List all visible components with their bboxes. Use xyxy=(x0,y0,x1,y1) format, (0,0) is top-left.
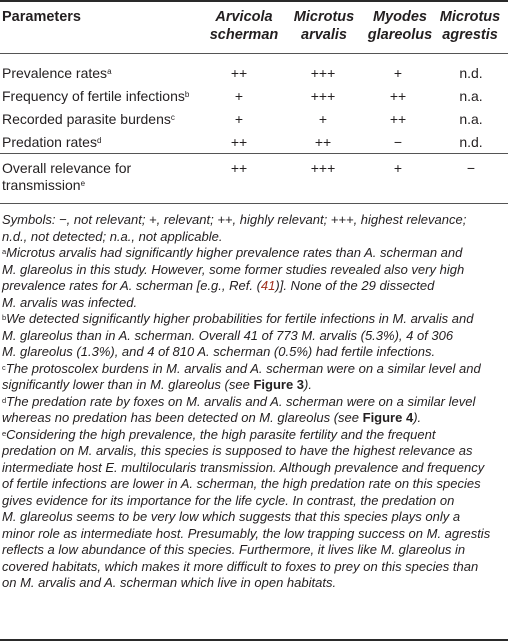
cell: + xyxy=(234,88,244,104)
header-col2-line2: arvalis xyxy=(301,27,347,43)
footnote-d: $^d$The predation rate by foxes on M. arvalis and A. scherman were on a similar level whereas no predation has been detected on M. glareolus (see Figure 4). xyxy=(2,393,476,425)
cell: + xyxy=(393,160,403,176)
cell: +++ xyxy=(310,88,336,104)
cell: n.a. xyxy=(459,88,483,104)
footnote-symbols: Symbols: −, not relevant; +, relevant; ++, highly relevant; +++, highest relevance; n.d., not detected; n.a., not applicable. xyxy=(2,212,467,244)
cell: + xyxy=(393,65,403,81)
cell: +++ xyxy=(310,65,336,81)
header-divider xyxy=(0,53,508,54)
cell: ++ xyxy=(230,134,248,150)
cell: ++ xyxy=(389,88,407,104)
header-col3-line1: Myodes xyxy=(373,9,427,25)
header-myodes-glareolus xyxy=(362,8,438,44)
header-col4-line1: Microtus xyxy=(439,9,501,25)
header-col1-line1: Arvicola xyxy=(215,9,273,25)
top-border xyxy=(0,0,508,2)
header-col1-line2: scherman xyxy=(209,27,279,43)
cell: + xyxy=(318,111,328,127)
row-label-predation-rates: Predation rates$^d$ xyxy=(2,134,102,150)
header-microtus-agrestis xyxy=(432,8,508,44)
overall-divider xyxy=(0,153,508,154)
footnote-b: $^b$We detected significantly higher probabilities for fertile infections in M. arvalis and M. glareolus than in A. scherman. Overall 41 of 773 M. arvalis (5.3%), 4 of 306 M. glareolus (1.3%), and 4 of 810 A. scherman (0.5%) had fertile infections. xyxy=(2,311,474,359)
figure-3-link[interactable]: Figure 3 xyxy=(253,377,305,392)
footnote-c: $^c$The protoscolex burdens in M. arvalis and A. scherman were on a similar level and significantly lower than in M. glareolus (see Figure 3). xyxy=(2,360,481,392)
row-label-parasite-burdens: Recorded parasite burdens$^c$ xyxy=(2,111,175,127)
cell: n.d. xyxy=(459,134,483,150)
cell: n.a. xyxy=(459,111,483,127)
cell: − xyxy=(393,134,403,150)
header-arvicola-scherman xyxy=(204,8,284,44)
header-microtus-arvalis xyxy=(282,8,366,44)
footnote-a: $^a$Microtus arvalis had significantly higher prevalence rates than A. scherman and M. glareolus in this study. However, some former studies revealed also very high prevalence rates for A. scherman [e.g., Ref. (41)]. None of the 29 dissected M. arvalis was infected. xyxy=(2,245,465,310)
cell: ++ xyxy=(230,160,248,176)
header-col3-line2: glareolus xyxy=(367,27,433,43)
header-col2-line1: Microtus xyxy=(293,9,355,25)
cell: ++ xyxy=(230,65,248,81)
cell: +++ xyxy=(310,160,336,176)
cell: + xyxy=(234,111,244,127)
header-parameters: Parameters xyxy=(2,9,81,25)
footnote-e: $^e$Considering the high prevalence, the high parasite fertility and the frequent predation on M. arvalis, this species is supposed to have the highest relevance as intermediate host E. multilocularis transmission. Although prevalence and frequency of fertile infections are lower in A. scherman, the high predation rate on this species gives evidence for its importance for the life cycle. In contrast, the predation on M. glareolus seems to be very low which suggests that this species plays only a minor role as intermediate host. Presumably, the low trapping success on M. agrestis reflects a low abundance of this species. Furthermore, it lives like M. glareolus in covered habitats, which makes it more difficult to foxes to prey on this species than on M. arvalis and A. scherman which live in open habitats. xyxy=(2,426,491,590)
footnote-divider xyxy=(0,203,508,204)
cell: ++ xyxy=(389,111,407,127)
cell: ++ xyxy=(314,134,332,150)
cell: − xyxy=(466,160,476,176)
row-label-fertile-infections: Frequency of fertile infections$^b$ xyxy=(2,88,190,104)
figure-4-link[interactable]: Figure 4 xyxy=(362,410,414,425)
footnotes xyxy=(2,212,506,592)
reference-link[interactable]: 41 xyxy=(260,278,276,293)
header-col4-line2: agrestis xyxy=(442,27,498,43)
row-label-prevalence: Prevalence rates$^a$ xyxy=(2,65,112,81)
row-label-overall-relevance: Overall relevance for transmission$^e$ xyxy=(2,160,132,193)
cell: n.d. xyxy=(459,65,483,81)
